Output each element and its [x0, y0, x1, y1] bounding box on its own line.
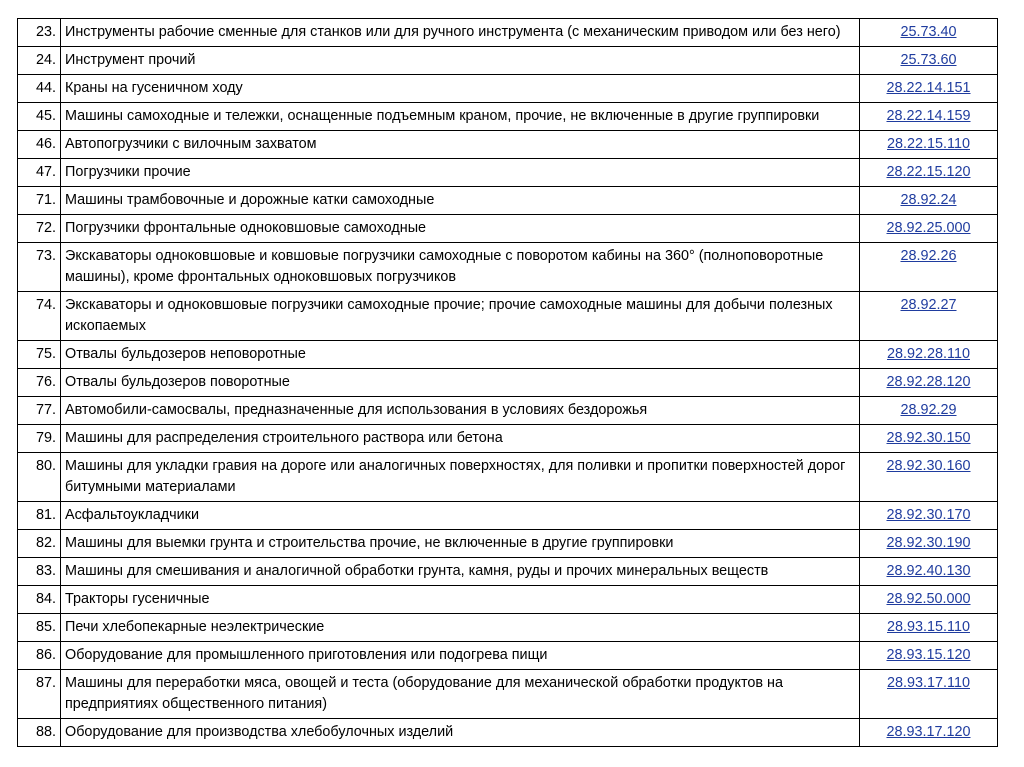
code-cell	[860, 425, 998, 453]
item-description: Краны на гусеничном ходу	[61, 75, 860, 103]
item-description: Машины для укладки гравия на дороге или аналогичных поверхностях, для поливки и пропитки поверхностей дорог битумными материалами	[61, 453, 860, 502]
row-number: 82.	[18, 530, 61, 558]
okpd-code-table	[17, 18, 998, 747]
row-number: 45.	[18, 103, 61, 131]
code-cell	[860, 558, 998, 586]
item-description: Экскаваторы и одноковшовые погрузчики самоходные прочие; прочие самоходные машины для добычи полезных ископаемых	[61, 292, 860, 341]
code-cell	[860, 103, 998, 131]
row-number: 81.	[18, 502, 61, 530]
okpd-code-link[interactable]: 28.93.17.120	[886, 724, 971, 740]
row-number: 84.	[18, 586, 61, 614]
row-number: 24.	[18, 47, 61, 75]
okpd-code-link[interactable]: 28.92.30.160	[886, 458, 971, 474]
row-number: 87.	[18, 670, 61, 719]
table-row	[18, 187, 998, 215]
table-row	[18, 586, 998, 614]
table-row	[18, 159, 998, 187]
item-description: Печи хлебопекарные неэлектрические	[61, 614, 860, 642]
okpd-code-link[interactable]: 28.92.28.110	[887, 346, 970, 362]
item-description: Погрузчики прочие	[61, 159, 860, 187]
table-row	[18, 453, 998, 502]
item-description: Оборудование для промышленного приготовления или подогрева пищи	[61, 642, 860, 670]
table-row	[18, 103, 998, 131]
code-cell	[860, 719, 998, 747]
row-number: 80.	[18, 453, 61, 502]
table-row	[18, 558, 998, 586]
item-description: Автопогрузчики с вилочным захватом	[61, 131, 860, 159]
code-cell	[860, 530, 998, 558]
code-cell	[860, 642, 998, 670]
table-row	[18, 719, 998, 747]
code-cell	[860, 670, 998, 719]
code-cell	[860, 243, 998, 292]
row-number: 77.	[18, 397, 61, 425]
code-cell	[860, 131, 998, 159]
code-cell	[860, 292, 998, 341]
table-row	[18, 47, 998, 75]
row-number: 79.	[18, 425, 61, 453]
okpd-code-link[interactable]: 28.92.50.000	[886, 591, 971, 607]
item-description: Оборудование для производства хлебобулочных изделий	[61, 719, 860, 747]
okpd-code-link[interactable]: 28.92.30.190	[886, 535, 971, 551]
code-cell	[860, 19, 998, 47]
row-number: 46.	[18, 131, 61, 159]
code-cell	[860, 47, 998, 75]
okpd-code-link[interactable]: 28.92.28.120	[886, 374, 971, 390]
row-number: 71.	[18, 187, 61, 215]
okpd-code-link[interactable]: 28.22.15.110	[887, 136, 970, 152]
row-number: 76.	[18, 369, 61, 397]
item-description: Погрузчики фронтальные одноковшовые самоходные	[61, 215, 860, 243]
item-description: Машины самоходные и тележки, оснащенные подъемным краном, прочие, не включенные в другие группировки	[61, 103, 860, 131]
code-cell	[860, 341, 998, 369]
okpd-code-link[interactable]: 28.92.30.150	[886, 430, 971, 446]
row-number: 83.	[18, 558, 61, 586]
row-number: 85.	[18, 614, 61, 642]
okpd-code-link[interactable]: 25.73.60	[900, 52, 957, 68]
table-row	[18, 502, 998, 530]
row-number: 86.	[18, 642, 61, 670]
table-row	[18, 425, 998, 453]
item-description: Отвалы бульдозеров поворотные	[61, 369, 860, 397]
table-row	[18, 19, 998, 47]
table-row	[18, 670, 998, 719]
item-description: Тракторы гусеничные	[61, 586, 860, 614]
okpd-code-link[interactable]: 28.93.15.110	[887, 619, 970, 635]
row-number: 72.	[18, 215, 61, 243]
row-number: 73.	[18, 243, 61, 292]
item-description: Машины для смешивания и аналогичной обработки грунта, камня, руды и прочих минеральных веществ	[61, 558, 860, 586]
item-description: Отвалы бульдозеров неповоротные	[61, 341, 860, 369]
table-row	[18, 341, 998, 369]
code-cell	[860, 75, 998, 103]
table-row	[18, 131, 998, 159]
item-description: Асфальтоукладчики	[61, 502, 860, 530]
table-row	[18, 75, 998, 103]
okpd-code-link[interactable]: 28.92.29	[900, 402, 957, 418]
okpd-code-link[interactable]: 28.92.30.170	[886, 507, 971, 523]
code-cell	[860, 369, 998, 397]
code-cell	[860, 453, 998, 502]
okpd-code-link[interactable]: 28.92.25.000	[886, 220, 971, 236]
code-cell	[860, 187, 998, 215]
table-row	[18, 243, 998, 292]
okpd-code-link[interactable]: 28.22.15.120	[886, 164, 971, 180]
row-number: 47.	[18, 159, 61, 187]
item-description: Инструменты рабочие сменные для станков или для ручного инструмента (с механическим приводом или без него)	[61, 19, 860, 47]
okpd-code-link[interactable]: 28.92.27	[900, 297, 957, 313]
table-row	[18, 397, 998, 425]
okpd-code-link[interactable]: 28.93.17.110	[887, 675, 970, 691]
okpd-code-link[interactable]: 28.92.40.130	[886, 563, 971, 579]
row-number: 74.	[18, 292, 61, 341]
code-cell	[860, 159, 998, 187]
item-description: Машины для распределения строительного раствора или бетона	[61, 425, 860, 453]
table-row	[18, 369, 998, 397]
table-body	[18, 19, 998, 747]
table-row	[18, 215, 998, 243]
code-cell	[860, 397, 998, 425]
okpd-code-link[interactable]: 28.22.14.159	[886, 108, 971, 124]
okpd-code-link[interactable]: 28.93.15.120	[886, 647, 971, 663]
table-row	[18, 292, 998, 341]
code-cell	[860, 502, 998, 530]
row-number: 23.	[18, 19, 61, 47]
table-row	[18, 614, 998, 642]
item-description: Экскаваторы одноковшовые и ковшовые погрузчики самоходные с поворотом кабины на 360° (полноповоротные машины), кроме фронтальных одноковшовых погрузчиков	[61, 243, 860, 292]
item-description: Инструмент прочий	[61, 47, 860, 75]
item-description: Машины для переработки мяса, овощей и теста (оборудование для механической обработки продуктов на предприятиях общественного питания)	[61, 670, 860, 719]
item-description: Машины трамбовочные и дорожные катки самоходные	[61, 187, 860, 215]
code-cell	[860, 614, 998, 642]
okpd-code-link[interactable]: 28.92.24	[900, 192, 957, 208]
okpd-code-link[interactable]: 25.73.40	[900, 24, 957, 40]
code-cell	[860, 586, 998, 614]
row-number: 44.	[18, 75, 61, 103]
item-description: Машины для выемки грунта и строительства прочие, не включенные в другие группировки	[61, 530, 860, 558]
table-row	[18, 530, 998, 558]
item-description: Автомобили-самосвалы, предназначенные для использования в условиях бездорожья	[61, 397, 860, 425]
row-number: 75.	[18, 341, 61, 369]
row-number: 88.	[18, 719, 61, 747]
code-cell	[860, 215, 998, 243]
table-row	[18, 642, 998, 670]
okpd-code-link[interactable]: 28.92.26	[900, 248, 957, 264]
okpd-code-link[interactable]: 28.22.14.151	[886, 80, 971, 96]
